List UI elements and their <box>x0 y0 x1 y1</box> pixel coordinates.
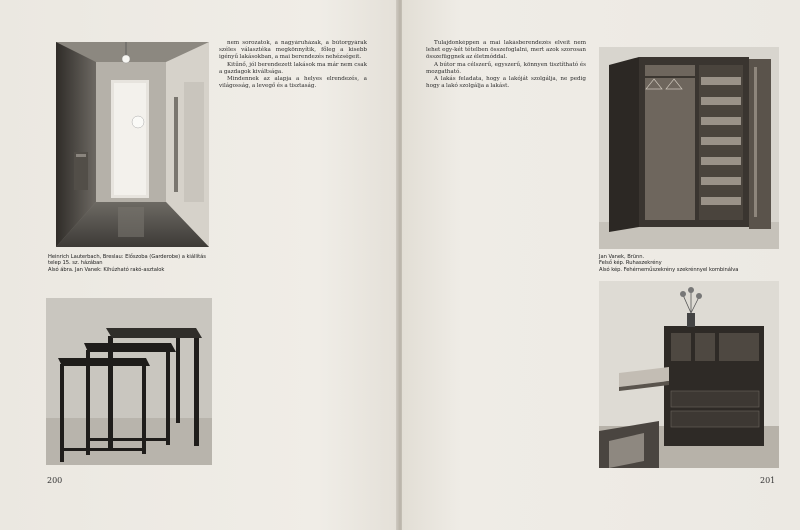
caption-left-top: Heinrich Lauterbach, Breslau: Előszoba (Garderobe) a kiállítás telep 15. sz. házában Alsó ábra. Jan Vanek: Kihúzható rakó-asztalok <box>48 254 206 273</box>
photo-hallway <box>56 42 209 247</box>
photo-cabinet <box>599 281 779 468</box>
right-column-paragraph: A bútor ma célszerű, egyszerű, könnyen tisztítható és mozgatható. <box>426 61 586 75</box>
photo-wardrobe <box>599 47 779 249</box>
right-column-paragraph: A lakás feladata, hogy a lakóját szolgálja, ne pedig hogy a lakó szolgálja a lakást. <box>426 76 586 90</box>
left-column-paragraph: Mindennek az alapja a helyes elrendezés, a világosság, a levegő és a tisztaság. <box>219 76 367 90</box>
page-number-left: 200 <box>47 476 63 485</box>
left-column-paragraph: nem sorozatok, a nagyáruházak, a bútorgyárak széles választéka megkönnyítik, főleg a kisebb igényű lakásokban, a mai berendezés nehézségeit. <box>219 40 367 61</box>
page-number-right: 201 <box>760 476 776 485</box>
right-page <box>402 0 800 530</box>
left-page <box>0 0 398 530</box>
left-text-column <box>219 40 367 480</box>
left-column-paragraph: Kitűnő, jól berendezett lakások ma már nem csak a gazdagok kiváltsága. <box>219 61 367 75</box>
caption-right-top: Jan Vanek, Brünn. Felső kép. Ruhaszekrény Alsó kép. Fehérneműszekrény szekrénnyel kombinálva <box>599 254 739 273</box>
photo-nesting-tables <box>46 298 212 465</box>
right-text-column <box>426 40 586 495</box>
right-column-paragraph: Tulajdonképpen a mai lakásberendezés elveit nem lehet egy-két tételben összefoglalni, mert azok szorosan összefüggnek az életmóddal. <box>426 40 586 61</box>
